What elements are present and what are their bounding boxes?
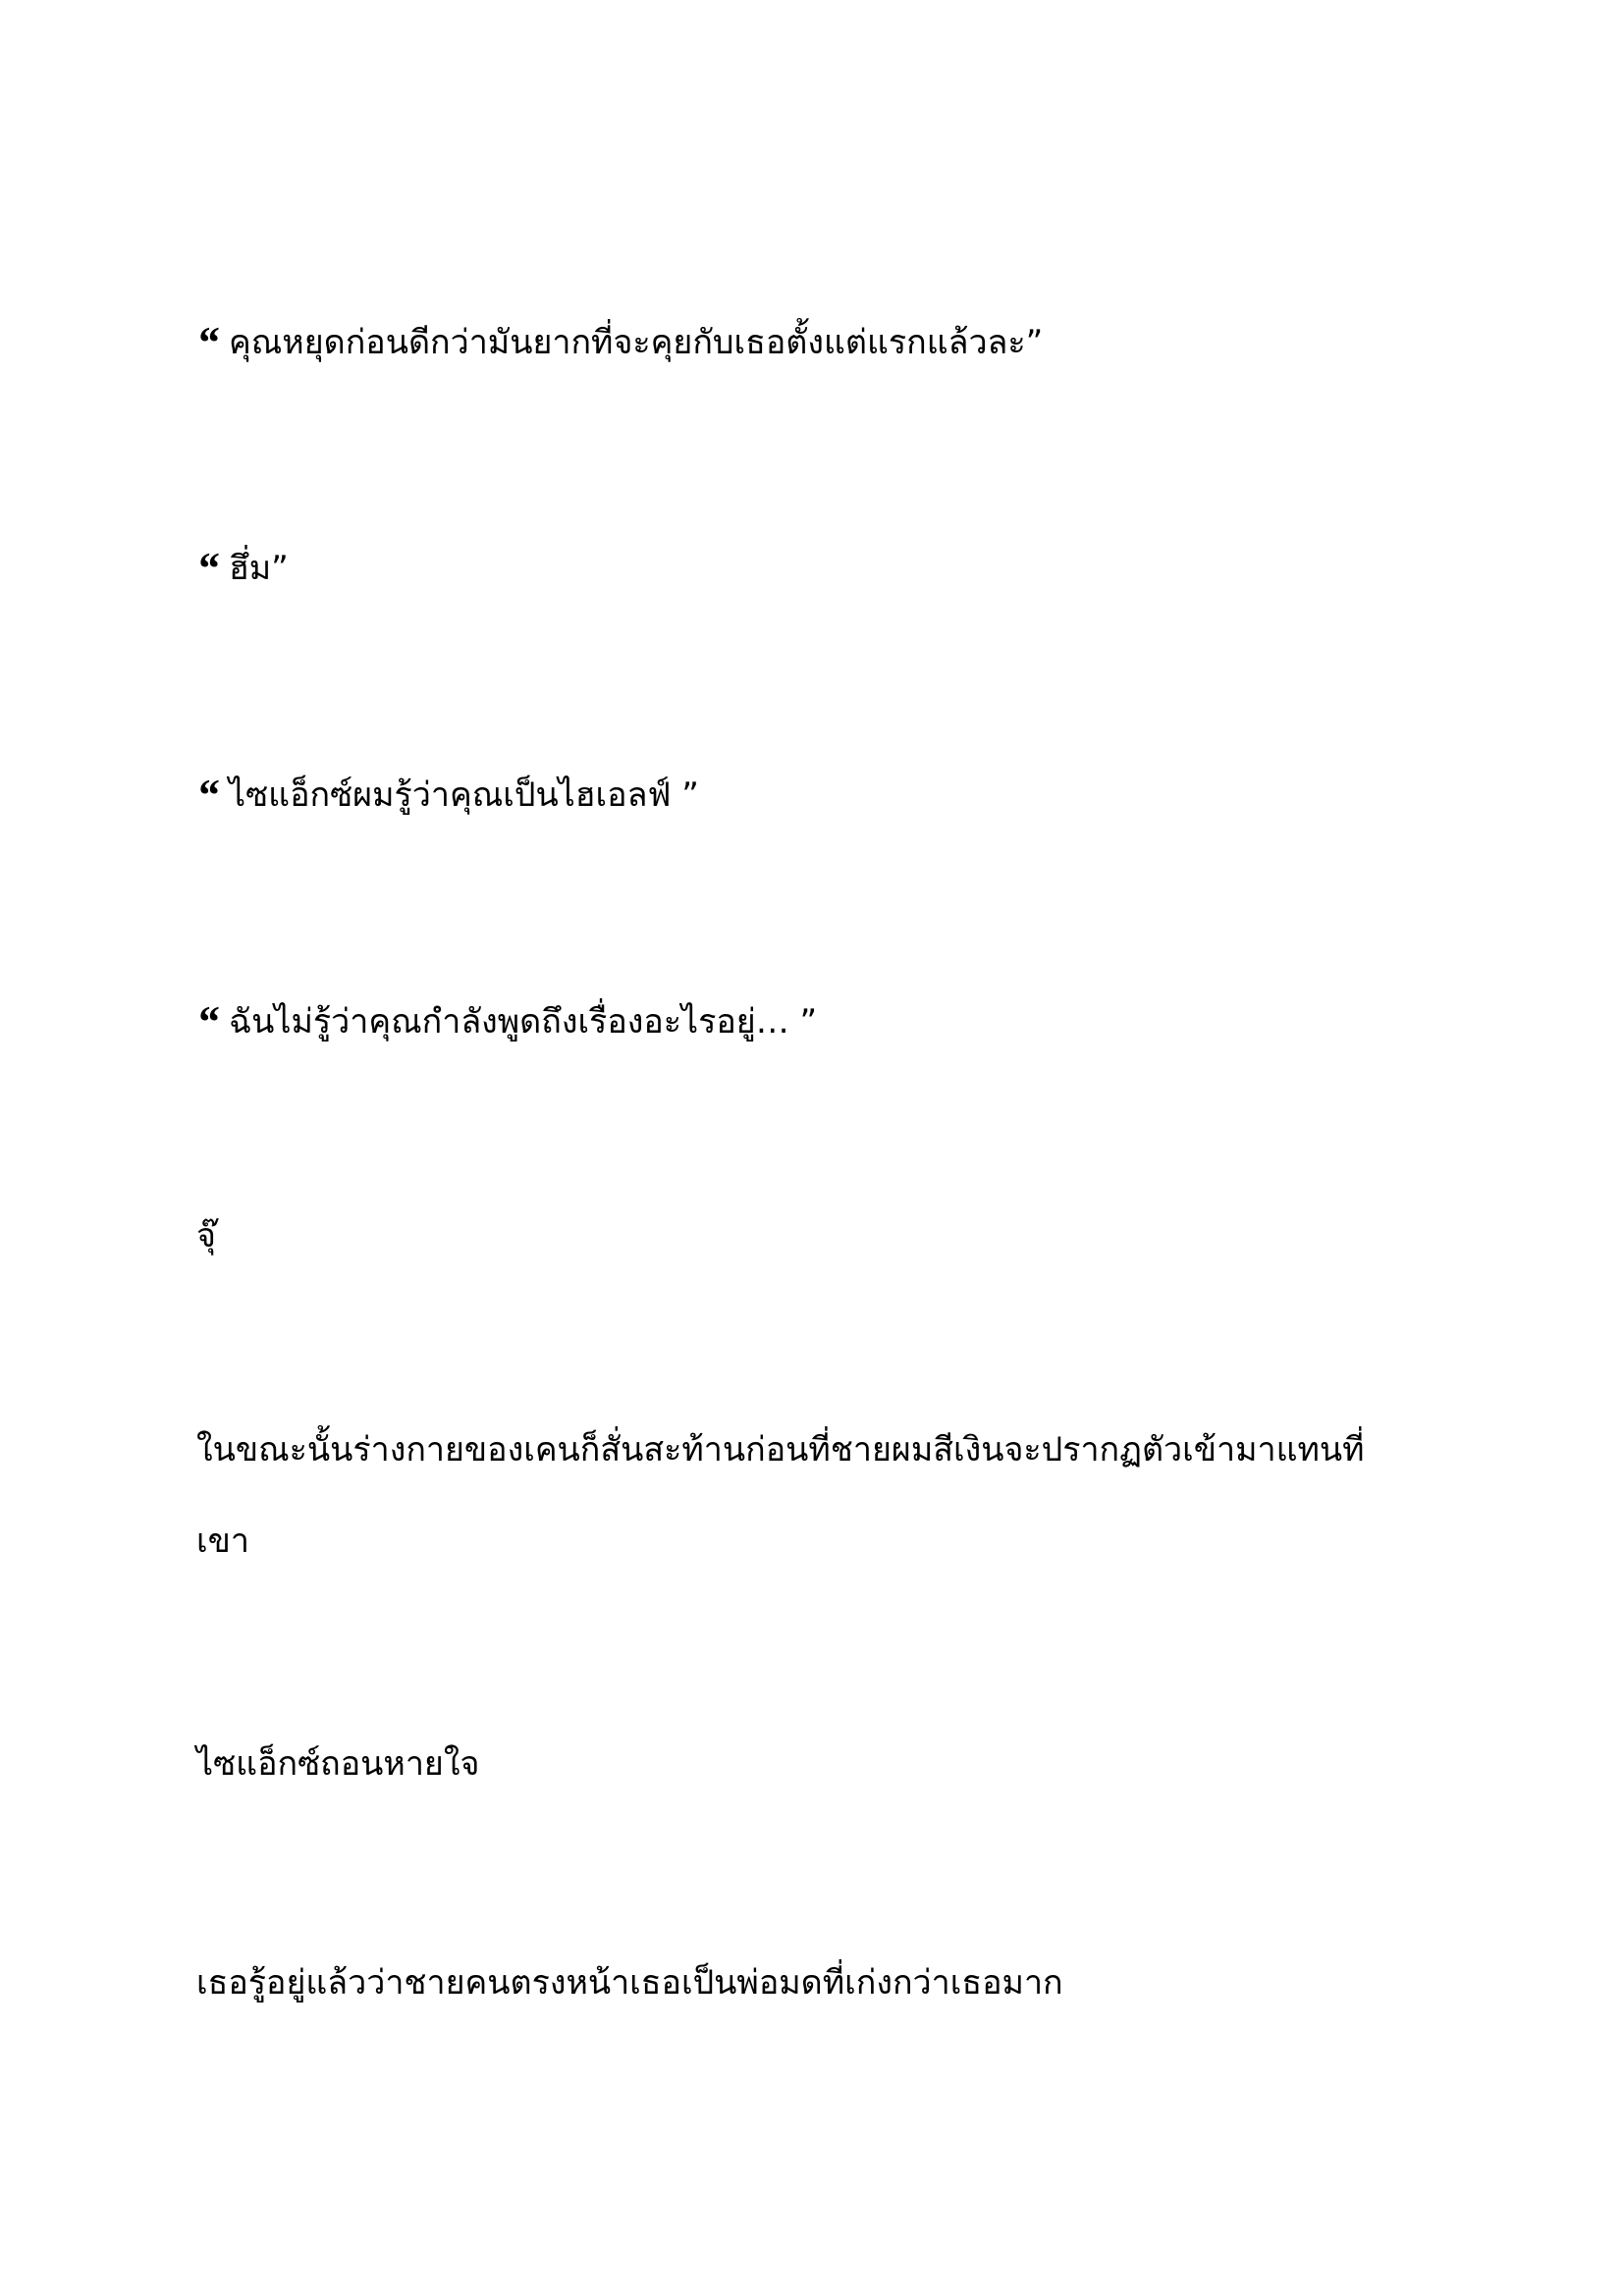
dialogue-text: ฮึ่ม”: [229, 549, 289, 588]
open-quote-mark: “: [196, 543, 219, 593]
dialogue-text: ไซแอ็กซ์ผมรู้ว่าคุณเป็นไฮเอลฟ์ ”: [229, 775, 699, 815]
narration-line: เธอรู้อยู่แล้วว่าชายคนตรงหน้าเธอเป็นพ่อมดที่เก่งกว่าเธอมาก: [196, 1963, 1063, 2002]
narration-line-continued: เขา: [196, 1522, 249, 1561]
narration-line: ไซแอ็กซ์ถอนหายใจ: [196, 1744, 480, 1784]
narration-line: ในขณะนั้นร่างกายของเคนก็สั่นสะท้านก่อนที่ชายผมสีเงินจะปรากฏตัวเข้ามาแทนที่: [196, 1430, 1365, 1469]
open-quote-mark: “: [196, 996, 219, 1046]
dialogue-text: ฉันไม่รู้ว่าคุณกำลังพูดถึงเรื่องอะไรอยู่… ”: [229, 1002, 818, 1041]
dialogue-line: [196, 316, 1044, 367]
open-quote-mark: “: [196, 770, 219, 820]
dialogue-text: คุณหยุดก่อนดีกว่ามันยากที่จะคุยกับเธอตั้งแต่แรกแล้วละ”: [229, 323, 1044, 362]
dialogue-line: [196, 995, 818, 1046]
open-quote-mark: “: [196, 317, 219, 367]
dialogue-line: [196, 542, 289, 593]
narration-line: จุ๊: [196, 1216, 216, 1255]
dialogue-line: [196, 769, 699, 820]
